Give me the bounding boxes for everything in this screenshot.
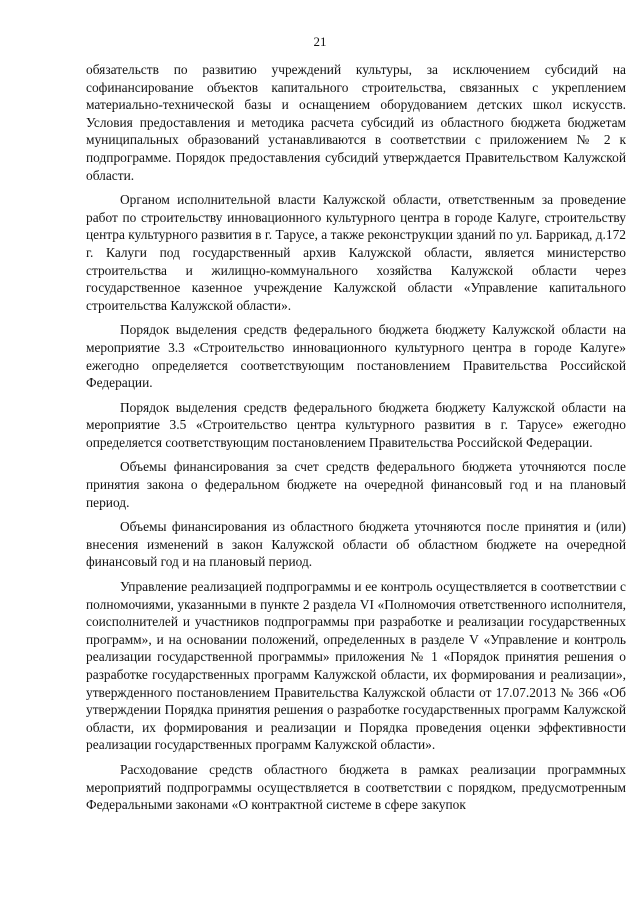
page-number: 21 (313, 34, 327, 49)
paragraph-federal-funds-3-3: Порядок выделения средств федерального бюджета бюджету Калужской области на мероприятие 3.3 «Строительство инновационного культурного центра в городе Калуге» ежегодно определяется соответствующим постановлением Правительства Российской Федерации. (86, 322, 626, 391)
paragraph-management-control: Управление реализацией подпрограммы и ее контроль осуществляется в соответствии с полномочиями, указанными в пункте 2 раздела VI «Полномочия ответственного исполнителя, соисполнителей и участников подпрограммы при разработке и реализации государственных программ», и на основании положений, определенных в разделе V «Управление и контроль реализации государственной программы» приложения № 1 «Порядок принятия решения о разработке государственных программ Калужской области, их формирования и реализации», утвержденного постановлением Правительства Калужской области от 17.07.2013 № 366 «Об утверждении Порядка принятия решения о разработке государственных программ Калужской области, их формирования и реализации и Порядка проведения оценки эффективности реализации государственных программ Калужской области». (86, 579, 626, 753)
paragraph-federal-funds-3-5: Порядок выделения средств федерального бюджета бюджету Калужской области на мероприятие 3.5 «Строительство центра культурного развития в г. Тарусе» ежегодно определяется соответствующим постановлением Правительства Российской Федерации. (86, 399, 626, 450)
document-body (86, 61, 626, 821)
paragraph-continuation: обязательств по развитию учреждений культуры, за исключением субсидий на софинансирование объектов капитального строительства, связанных с укреплением материально-технической базы и оснащением оборудованием детских школ искусств. Условия предоставления и методика расчета субсидий из областного бюджета бюджетам муниципальных образований устанавливаются в соответствии с приложением № 2 к подпрограмме. Порядок предоставления субсидий утверждается Правительством Калужской области. (86, 62, 626, 183)
paragraph-regional-budget-volumes: Объемы финансирования из областного бюджета уточняются после принятия и (или) внесения изменений в закон Калужской области об областном бюджете на очередной финансовый год и на плановый период. (86, 519, 626, 570)
paragraph-federal-budget-volumes: Объемы финансирования за счет средств федерального бюджета уточняются после принятия закона о федеральном бюджете на очередной финансовый год и на плановый период. (86, 459, 626, 510)
paragraph-executive-authority: Органом исполнительной власти Калужской области, ответственным за проведение работ по строительству инновационного культурного центра в городе Калуге, строительству центра культурного развития в г. Тарусе, а также реконструкции зданий по ул. Баррикад, д.172 г. Калуги под государственный архив Калужской области, является министерство строительства и жилищно-коммунального хозяйства Калужской области через государственное казенное учреждение Калужской области «Управление капитального строительства Калужской области». (86, 192, 626, 313)
paragraph-spending: Расходование средств областного бюджета в рамках реализации программных мероприятий подпрограммы осуществляется в соответствии с порядком, предусмотренным Федеральными законами «О контрактной системе в сфере закупок (86, 761, 626, 813)
